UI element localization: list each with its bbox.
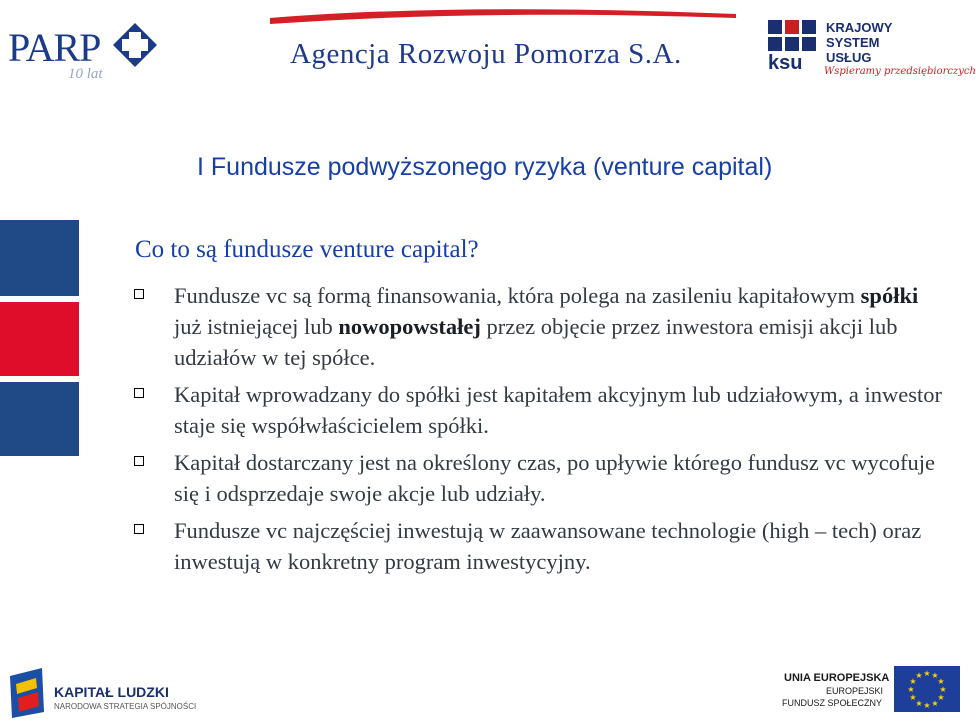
kapital-ludzki-logo [0, 660, 200, 724]
ksu-line2: SYSTEM [826, 35, 880, 50]
agency-title: Agencja Rozwoju Pomorza S.A. [290, 38, 682, 70]
svg-text:★: ★ [939, 685, 947, 694]
eu-line3: FUNDUSZ SPOŁECZNY [782, 698, 883, 708]
bullet-square-icon [134, 289, 144, 299]
svg-text:★: ★ [915, 671, 923, 680]
svg-text:★: ★ [937, 677, 945, 686]
kapital-ludzki-title: KAPITAŁ LUDZKI [54, 684, 169, 700]
bullet-item [132, 447, 947, 509]
svg-text:★: ★ [915, 699, 923, 708]
svg-text:★: ★ [931, 671, 939, 680]
svg-text:★: ★ [937, 693, 945, 702]
bullet-3-text: Kapitał dostarczany jest na określony czas, po upływie którego fundusz vc wycofuje się i odsprzedaje swoje akcje lub udziały. [174, 450, 936, 506]
blue-square-bottom [0, 382, 79, 456]
bullet-square-icon [134, 456, 144, 466]
eu-flag-icon [894, 666, 960, 712]
eu-line1: UNIA EUROPEJSKA [784, 672, 890, 684]
kapital-ludzki-subtitle: NARODOWA STRATEGIA SPÓJNOŚCI [54, 702, 197, 711]
ksu-grid-icon [768, 20, 818, 52]
bullet-2-text: Kapitał wprowadzany do spółki jest kapitałem akcyjnym lub udziałowym, a inwestor staje się współwłaścicielem spółki. [174, 382, 942, 438]
svg-text:★: ★ [923, 701, 931, 710]
bullet-1-text-b: już istniejącej lub [174, 314, 339, 339]
parp-diamond-icon [112, 22, 158, 68]
bullet-square-icon [134, 388, 144, 398]
parp-logo-text: PARP [8, 25, 101, 70]
eu-line2: EUROPEJSKI [826, 686, 884, 696]
red-square-middle [0, 302, 79, 376]
svg-text:★: ★ [909, 693, 917, 702]
svg-text:★: ★ [931, 699, 939, 708]
ksu-line1: KRAJOWY [826, 20, 893, 35]
bullet-1-bold-spolki: spółki [860, 283, 919, 308]
svg-text:★: ★ [907, 685, 915, 694]
parp-logo [0, 18, 170, 82]
svg-text:★: ★ [923, 669, 931, 678]
bullet-1-text-c: przez objęcie przez inwestora emisji akcji lub udziałów w tej spółce. [174, 314, 898, 370]
bullet-item [132, 515, 947, 577]
ksu-logo [768, 20, 976, 88]
ksu-mark: ksu [768, 52, 803, 74]
ksu-tagline: Wspieramy przedsiębiorczych [824, 66, 976, 77]
eu-logo [760, 664, 960, 724]
bullet-square-icon [134, 524, 144, 534]
svg-text:★: ★ [909, 677, 917, 686]
kapital-ludzki-flag-icon [6, 666, 48, 720]
bullet-item [132, 379, 947, 441]
ksu-line3: USŁUG [826, 50, 872, 65]
red-swoosh-decoration [268, 4, 738, 40]
slide-subheading: Co to są fundusze venture capital? [135, 236, 479, 263]
bullet-1-bold-nowopowstalej: nowopowstałej [338, 314, 481, 339]
bullet-4-text: Fundusze vc najczęściej inwestują w zaawansowane technologie (high – tech) oraz inwestują w konkretny program inwestycyjny. [174, 518, 922, 574]
parp-years: 10 lat [68, 66, 103, 82]
bullet-item [132, 280, 947, 373]
blue-square-top [0, 220, 79, 296]
bullet-1-text-a: Fundusze vc są formą finansowania, która polega na zasileniu kapitałowym [174, 283, 861, 308]
bullet-list [132, 280, 947, 583]
slide-heading: I Fundusze podwyższonego ryzyka (venture capital) [197, 153, 773, 181]
